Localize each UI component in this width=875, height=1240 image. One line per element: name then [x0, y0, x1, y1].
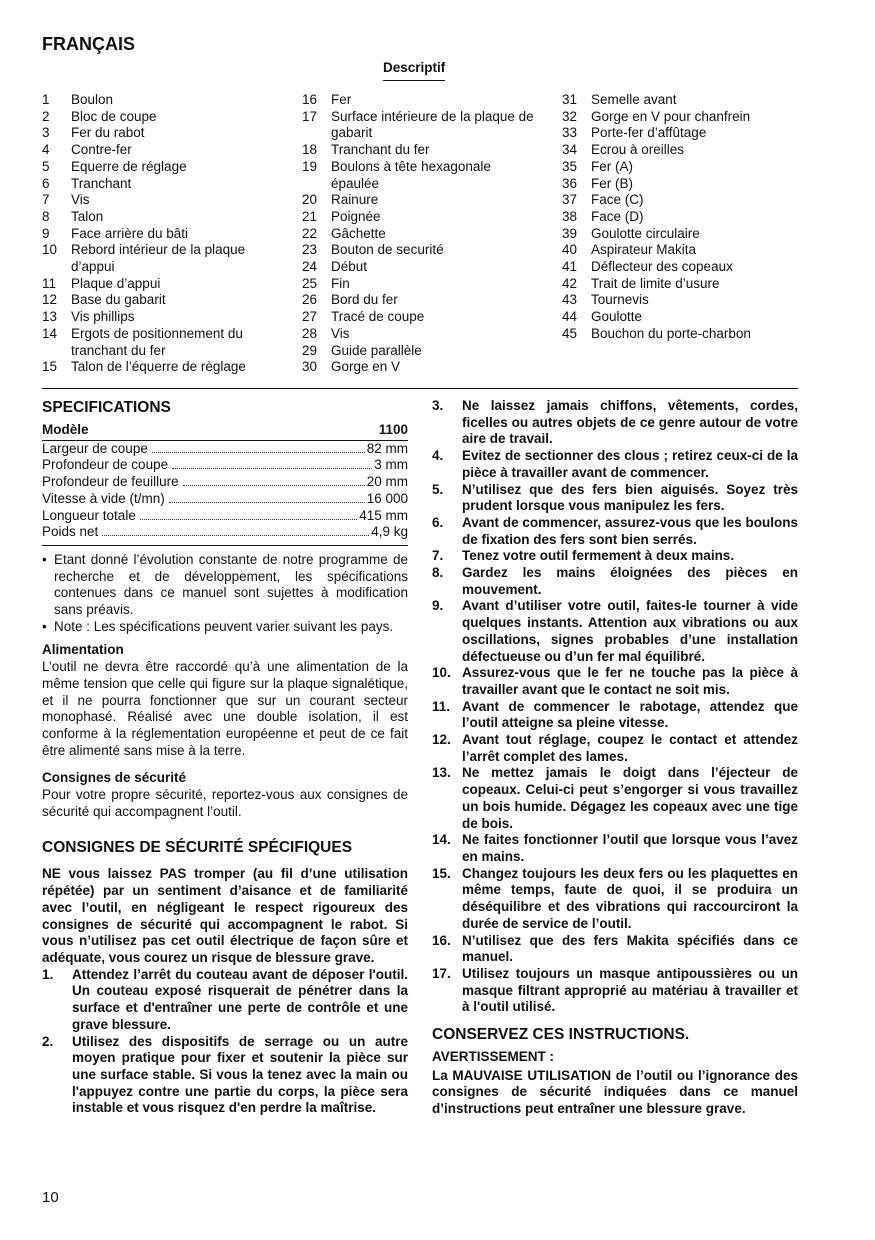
safety-rule — [432, 699, 798, 732]
part-label: Goulotte circulaire — [591, 225, 700, 241]
safety-rule-text: Utilisez toujours un masque antipoussières ou un masque filtrant approprié au matériau à travailler et à l'outil utilisé. — [462, 965, 798, 1015]
part-item — [42, 326, 272, 359]
safety-rule-number: 16. — [432, 932, 451, 948]
part-item — [302, 242, 542, 259]
part-number: 36 — [562, 175, 578, 191]
part-label: Tournevis — [591, 292, 649, 308]
safety-rule — [432, 565, 798, 598]
spec-row — [42, 474, 408, 491]
part-label: Déflecteur des copeaux — [591, 259, 733, 275]
part-number: 28 — [302, 325, 318, 341]
part-item — [302, 326, 542, 343]
part-number: 27 — [302, 309, 318, 325]
part-number: 7 — [42, 192, 50, 208]
spec-label: Poids net — [42, 524, 99, 540]
part-number: 19 — [302, 158, 318, 174]
part-number: 34 — [562, 142, 578, 158]
safety-rule-text: Attendez l’arrêt du couteau avant de déposer l'outil. Un couteau exposé risquerait de pénétrer dans la surface et d'entraîner une perte de contrôle et une grave blessure. — [72, 966, 408, 1032]
part-item — [42, 142, 272, 159]
part-label: Gorge en V pour chanfrein — [591, 108, 751, 124]
part-label: Fer (B) — [591, 175, 633, 191]
part-label: Fin — [331, 275, 350, 291]
part-item — [302, 209, 542, 226]
safety-rule-number: 2. — [42, 1033, 54, 1049]
part-item — [562, 226, 802, 243]
part-label: Fer — [331, 92, 352, 107]
page-number: 10 — [42, 1189, 59, 1206]
safety-rule — [42, 1034, 408, 1118]
safety-rule — [42, 967, 408, 1034]
spec-value: 20 mm — [366, 474, 408, 490]
part-item — [302, 192, 542, 209]
part-number: 23 — [302, 242, 318, 258]
safety-rules-right — [432, 398, 798, 1016]
part-number: 4 — [42, 142, 50, 158]
spec-leader-dots — [172, 468, 372, 469]
part-label: Contre-fer — [71, 142, 132, 158]
part-label: Semelle avant — [591, 92, 677, 107]
part-label: Face arrière du bâti — [71, 225, 189, 241]
part-number: 12 — [42, 292, 58, 308]
part-item — [562, 159, 802, 176]
part-label: Trait de limite d’usure — [591, 275, 720, 291]
safety-rule-text: Changez toujours les deux fers ou les plaquettes en même temps, faute de quoi, il se produira un déséquilibre et des vibrations qui raccourciront la durée de service de l’outil. — [462, 865, 798, 931]
spec-row — [42, 441, 408, 458]
safety-rule — [432, 933, 798, 966]
part-label: Rainure — [331, 192, 379, 208]
part-number: 43 — [562, 292, 578, 308]
part-number: 31 — [562, 92, 578, 107]
safety-rule-text: Assurez-vous que le fer ne touche pas la pièce à travailler avant que le contact ne soit mis. — [462, 665, 798, 697]
spec-table — [42, 441, 408, 541]
safety-rule — [432, 765, 798, 832]
part-number: 17 — [302, 108, 318, 124]
part-label: Base du gabarit — [71, 292, 166, 308]
safety-rule-text: Utilisez des dispositifs de serrage ou un autre moyen pratique pour fixer et soutenir la pièce sur une surface stable. Si vous la tenez avec la main ou l'appuyez contre une partie du corps, la pièce sera instable et vous risquez d'en perdre la maîtrise. — [72, 1033, 408, 1116]
part-item — [562, 242, 802, 259]
part-label: Equerre de réglage — [71, 158, 187, 174]
spec-label: Profondeur de coupe — [42, 457, 169, 473]
part-number: 2 — [42, 108, 50, 124]
part-label: Vis phillips — [71, 309, 135, 325]
spec-leader-dots — [102, 535, 369, 536]
specifications-heading: SPECIFICATIONS — [42, 399, 171, 416]
power-text: L’outil ne devra être raccordé qu’à une alimentation de la même tension que celle qui figure sur la plaque signalétique, et il ne pourra fonctionner que sur un courant secteur monophasé. Réalisé avec une double isolation, il est conforme à la réglementation européenne et peut de ce fait être alimenté sans mise à la terre. — [42, 659, 408, 758]
part-number: 29 — [302, 342, 318, 358]
part-number: 14 — [42, 325, 58, 341]
part-item — [562, 109, 802, 126]
part-label: Rebord intérieur de la plaque d’appui — [71, 242, 246, 275]
part-item — [562, 259, 802, 276]
part-item — [42, 125, 272, 142]
spec-notes — [42, 552, 408, 636]
part-item — [42, 92, 272, 109]
safety-rule-number: 9. — [432, 598, 444, 614]
safety-rule-number: 7. — [432, 548, 444, 564]
part-number: 30 — [302, 359, 318, 375]
safety-rule — [432, 448, 798, 481]
part-number: 10 — [42, 242, 58, 258]
part-label: Bouchon du porte-charbon — [591, 325, 751, 341]
part-item — [42, 359, 272, 376]
part-label: Fer du rabot — [71, 125, 145, 141]
safety-rule-text: Avant d’utiliser votre outil, faites-le tourner à vide quelques instants. Attention aux vibrations ou aux oscillations, signes probables d’une installation défectueuse ou d’un fer mal équilibré. — [462, 598, 798, 664]
part-item — [302, 92, 542, 109]
part-label: Plaque d’appui — [71, 275, 161, 291]
spec-value: 16 000 — [366, 490, 408, 506]
part-number: 35 — [562, 158, 578, 174]
safety-rule — [432, 732, 798, 765]
spec-model-value: 1100 — [378, 422, 408, 437]
safety-rule — [432, 398, 798, 448]
spec-table-end-rule — [42, 545, 408, 546]
safety-rule-text: Gardez les mains éloignées des pièces en mouvement. — [462, 565, 798, 597]
specific-safety-heading: CONSIGNES DE SÉCURITÉ SPÉCIFIQUES — [42, 839, 353, 857]
part-label: Tracé de coupe — [331, 309, 425, 325]
part-number: 21 — [302, 208, 318, 224]
part-label: Début — [331, 259, 368, 275]
part-item — [42, 242, 272, 275]
part-item — [302, 226, 542, 243]
part-item — [302, 292, 542, 309]
safety-heading: Consignes de sécurité — [42, 770, 187, 786]
part-number: 25 — [302, 275, 318, 291]
part-label: Surface intérieure de la plaque de gabarit — [331, 108, 534, 141]
part-label: Guide parallèle — [331, 342, 422, 358]
spec-label: Vitesse à vide (t/mn) — [42, 490, 165, 506]
spec-row — [42, 508, 408, 525]
safety-rule-number: 11. — [432, 698, 451, 714]
part-number: 15 — [42, 359, 58, 375]
parts-list-column-1 — [42, 92, 272, 376]
part-label: Face (D) — [591, 208, 644, 224]
spec-leader-dots — [152, 452, 365, 453]
part-item — [42, 226, 272, 243]
part-number: 18 — [302, 142, 318, 158]
part-label: Boulons à tête hexagonale épaulée — [331, 158, 491, 191]
safety-rule-text: Avant de commencer le rabotage, attendez que l’outil atteigne sa pleine vitesse. — [462, 698, 798, 731]
language-title: FRANÇAIS — [42, 34, 135, 54]
safety-rule — [432, 482, 798, 515]
part-number: 33 — [562, 125, 578, 141]
part-label: Vis — [331, 325, 350, 341]
spec-leader-dots — [183, 485, 365, 486]
spec-leader-dots — [169, 502, 365, 503]
safety-rule-text: Evitez de sectionner des clous ; retirez ceux-ci de la pièce à travailler avant de commencer. — [462, 448, 798, 480]
spec-note: • Note : Les spécifications peuvent varier suivant les pays. — [42, 619, 408, 636]
part-number: 44 — [562, 309, 578, 325]
part-item — [562, 309, 802, 326]
part-item — [42, 109, 272, 126]
part-label: Gorge en V — [331, 359, 401, 375]
safety-rule-text: N’utilisez que des fers bien aiguisés. Soyez très prudent lorsque vous manipulez les fers. — [462, 481, 798, 514]
part-label: Gâchette — [331, 225, 386, 241]
spec-leader-dots — [140, 519, 357, 520]
part-number: 22 — [302, 225, 318, 241]
part-number: 45 — [562, 325, 578, 341]
safety-rule-text: Ne faites fonctionner l’outil que lorsque vous l’avez en mains. — [462, 832, 798, 864]
spec-model-label: Modèle — [42, 422, 89, 437]
part-item — [42, 192, 272, 209]
part-number: 39 — [562, 225, 578, 241]
part-label: Face (C) — [591, 192, 644, 208]
safety-rule-text: Tenez votre outil fermement à deux mains. — [462, 548, 735, 564]
part-item — [302, 142, 542, 159]
part-number: 24 — [302, 259, 318, 275]
parts-list-column-3 — [562, 92, 802, 343]
part-item — [562, 276, 802, 293]
part-item — [562, 326, 802, 343]
part-item — [562, 142, 802, 159]
part-number: 6 — [42, 175, 50, 191]
part-label: Boulon — [71, 92, 114, 107]
part-item — [302, 259, 542, 276]
part-item — [562, 292, 802, 309]
part-number: 1 — [42, 92, 50, 107]
part-item — [302, 276, 542, 293]
spec-model-row — [42, 422, 408, 441]
part-number: 9 — [42, 225, 50, 241]
part-item — [302, 159, 542, 192]
safety-rule-number: 6. — [432, 514, 444, 530]
part-number: 38 — [562, 208, 578, 224]
part-label: Fer (A) — [591, 158, 633, 174]
part-label: Talon — [71, 208, 104, 224]
part-number: 42 — [562, 275, 578, 291]
safety-rule — [432, 598, 798, 665]
part-item — [562, 176, 802, 193]
safety-rule-number: 8. — [432, 565, 444, 581]
safety-rule-number: 17. — [432, 965, 451, 981]
safety-rule — [432, 866, 798, 933]
spec-value: 415 mm — [359, 507, 408, 523]
spec-label: Profondeur de feuillure — [42, 474, 179, 490]
part-number: 40 — [562, 242, 578, 258]
safety-rule — [432, 832, 798, 865]
part-number: 16 — [302, 92, 318, 107]
safety-rule-number: 13. — [432, 765, 451, 781]
safety-rule-number: 5. — [432, 481, 444, 497]
spec-value: 4,9 kg — [371, 524, 408, 540]
right-column — [432, 398, 798, 1118]
section-title-descriptif: Descriptif — [383, 60, 445, 81]
safety-rule-text: Avant tout réglage, coupez le contact et attendez l’arrêt complet des lames. — [462, 732, 798, 764]
spec-row — [42, 491, 408, 508]
part-number: 26 — [302, 292, 318, 308]
safety-rule — [432, 966, 798, 1016]
part-item — [42, 276, 272, 293]
safety-rule-number: 3. — [432, 398, 444, 413]
spec-row — [42, 524, 408, 541]
part-number: 5 — [42, 158, 50, 174]
safety-rule-number: 15. — [432, 865, 451, 881]
part-item — [562, 92, 802, 109]
part-item — [302, 109, 542, 142]
part-label: Goulotte — [591, 309, 643, 325]
part-number: 3 — [42, 125, 50, 141]
part-label: Tranchant du fer — [331, 142, 430, 158]
safety-rule-text: Avant de commencer, assurez-vous que les boulons de fixation des fers sont bien serrés. — [462, 514, 798, 547]
spec-label: Largeur de coupe — [42, 440, 148, 456]
part-label: Porte-fer d’affûtage — [591, 125, 707, 141]
part-item — [562, 192, 802, 209]
safety-rule-number: 12. — [432, 732, 451, 748]
part-item — [302, 359, 542, 376]
safety-rule-number: 1. — [42, 966, 54, 982]
safety-text: Pour votre propre sécurité, reportez-vous aux consignes de sécurité qui accompagnent l’outil. — [42, 787, 408, 819]
spec-label: Longueur totale — [42, 507, 136, 523]
part-label: Ecrou à oreilles — [591, 142, 685, 158]
part-number: 20 — [302, 192, 318, 208]
part-item — [42, 292, 272, 309]
part-label: Talon de l’équerre de règlage — [71, 359, 246, 375]
part-item — [302, 309, 542, 326]
parts-list-column-2 — [302, 92, 542, 376]
part-number: 37 — [562, 192, 578, 208]
part-label: Vis — [71, 192, 90, 208]
spec-value: 82 mm — [366, 440, 408, 456]
part-label: Ergots de positionnement du tranchant du fer — [71, 325, 243, 358]
safety-rules-left — [42, 967, 408, 1117]
spec-note: • Etant donné l’évolution constante de notre programme de recherche et de développement, les spécifications contenues dans ce manuel sont sujettes à modification sans préavis. — [42, 552, 408, 619]
spec-value: 3 mm — [374, 457, 408, 473]
safety-rule-number: 10. — [432, 665, 451, 681]
part-number: 13 — [42, 309, 58, 325]
part-item — [42, 159, 272, 176]
part-item — [42, 176, 272, 193]
part-item — [42, 309, 272, 326]
safety-rule-number: 14. — [432, 832, 451, 848]
part-number: 41 — [562, 259, 578, 275]
safety-rule-text: Ne laissez jamais chiffons, vêtements, cordes, ficelles ou autres objets de ce genre autour de votre aire de travail. — [462, 398, 798, 447]
part-number: 11 — [42, 275, 57, 291]
part-number: 32 — [562, 108, 578, 124]
safety-rule — [432, 665, 798, 698]
left-column — [42, 398, 408, 1117]
spec-row — [42, 457, 408, 474]
specific-safety-intro: NE vous laissez PAS tromper (au fil d’une utilisation répétée) par un sentiment d’aisance et de familiarité avec l’outil, en négligeant le respect rigoureux des consignes de sécurité qui accompagnent le rabot. Si vous n’utilisez pas cet outil électrique de façon sûre et adéquate, vous courez un risque de blessure grave. — [42, 866, 408, 965]
part-label: Bouton de securité — [331, 242, 444, 258]
safety-rule — [432, 515, 798, 548]
part-number: 8 — [42, 208, 50, 224]
part-item — [42, 209, 272, 226]
safety-rule-number: 4. — [432, 448, 444, 464]
conserve-heading: CONSERVEZ CES INSTRUCTIONS. — [432, 1026, 690, 1044]
part-item — [562, 209, 802, 226]
warning-label: AVERTISSEMENT : — [432, 1049, 555, 1065]
safety-rule-text: Ne mettez jamais le doigt dans l’éjecteur de copeaux. Celui-ci peut s’engorger si vous travaillez un bois humide. Dégagez les copeaux avec une tige de bois. — [462, 765, 798, 831]
part-label: Bord du fer — [331, 292, 398, 308]
safety-rule — [432, 548, 798, 565]
part-item — [562, 125, 802, 142]
safety-rule-text: N’utilisez que des fers Makita spécifiés dans ce manuel. — [462, 932, 798, 965]
part-item — [302, 343, 542, 360]
power-heading: Alimentation — [42, 642, 124, 658]
part-label: Aspirateur Makita — [591, 242, 697, 258]
part-label: Tranchant — [71, 175, 132, 191]
section-divider — [42, 388, 798, 389]
part-label: Bloc de coupe — [71, 108, 157, 124]
part-label: Poignée — [331, 208, 381, 224]
warning-text: La MAUVAISE UTILISATION de l’outil ou l’ignorance des consignes de sécurité indiquées dans ce manuel d’instructions peut entraîner une blessure grave. — [432, 1067, 798, 1117]
